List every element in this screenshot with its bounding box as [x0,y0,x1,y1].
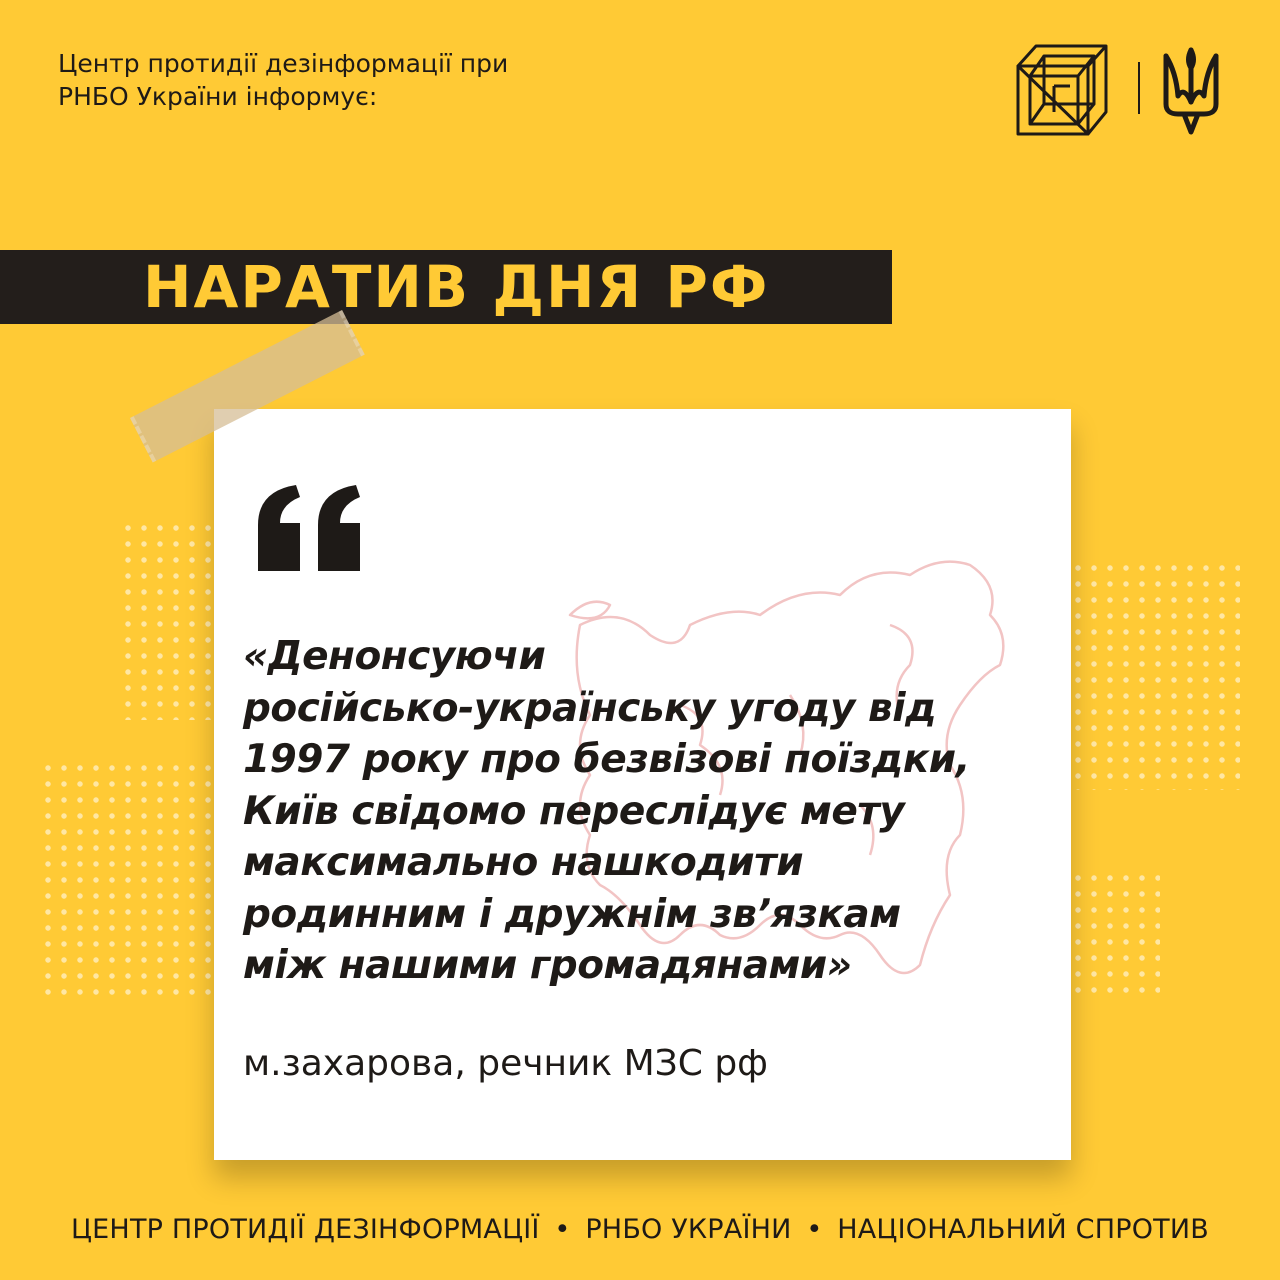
decorative-dots-right-lower [1070,870,1160,1000]
footer-separator: • [554,1214,571,1245]
footer-item-rnbo: РНБО УКРАЇНИ [585,1214,792,1245]
decorative-dots-right [1070,560,1240,790]
footer [0,1210,1280,1250]
page-title: НАРАТИВ ДНЯ РФ [143,253,770,321]
cube-emblem-icon [1014,42,1110,138]
decorative-dots-left [40,760,240,1000]
header-org-text: Центр протидії дезінформації при РНБО України інформує: [58,49,509,111]
logo-divider [1138,62,1140,114]
quote-text: «Денонсуючи російсько-українську угоду від 1997 року про безвізові поїздки, Київ свідомо переслідує мету максимально нашкодити родинним і дружнім зв’язкам між нашими громадянами» [243,634,970,988]
footer-item-center: ЦЕНТР ПРОТИДІЇ ДЕЗІНФОРМАЦІЇ [71,1214,540,1245]
trident-icon [1160,46,1222,136]
quote-author: м.захарова, речник МЗС рф [243,1043,768,1084]
quote-mark-icon [250,483,368,571]
footer-item-resistance: НАЦІОНАЛЬНИЙ СПРОТИВ [837,1214,1209,1245]
footer-separator: • [806,1214,823,1245]
